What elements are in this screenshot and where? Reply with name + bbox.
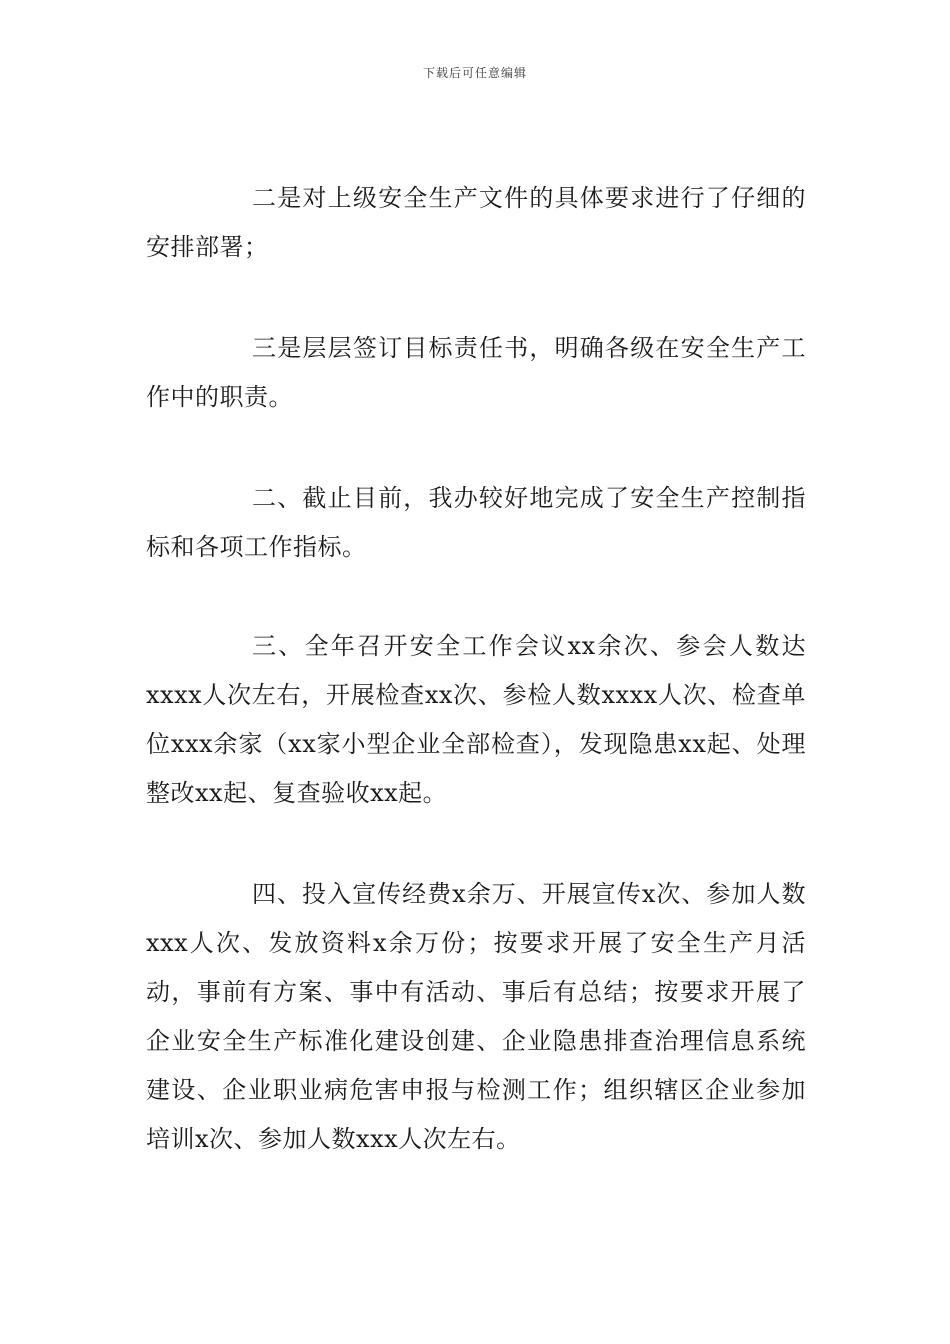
paragraph-meetings-inspections: 三、全年召开安全工作会议xx余次、参会人数达xxxx人次左右，开展检查xx次、参检人数xxxx人次、检查单位xxx余家（xx家小型企业全部检查），发现隐患xx起、处理整改xx起、复查验收xx起。 (146, 632, 806, 807)
header-note: 下载后可任意编辑 (422, 66, 527, 80)
paragraph-safety-arrangements: 二是对上级安全生产文件的具体要求进行了仔细的安排部署； (146, 184, 806, 261)
paragraph-publicity-training: 四、投入宣传经费x余万、开展宣传x次、参加人数xxx人次、发放资料x余万份；按要求开展了安全生产月活动，事前有方案、事中有活动、事后有总结；按要求开展了企业安全生产标准化建设创建、企业隐患排查治理信息系统建设、企业职业病危害申报与检测工作；组织辖区企业参加培训x次、参加人数xxx人次左右。 (146, 880, 806, 1153)
paragraph-responsibility-letters: 三是层层签订目标责任书，明确各级在安全生产工作中的职责。 (146, 334, 806, 411)
paragraph-targets-completed: 二、截止目前，我办较好地完成了安全生产控制指标和各项工作指标。 (146, 484, 806, 561)
